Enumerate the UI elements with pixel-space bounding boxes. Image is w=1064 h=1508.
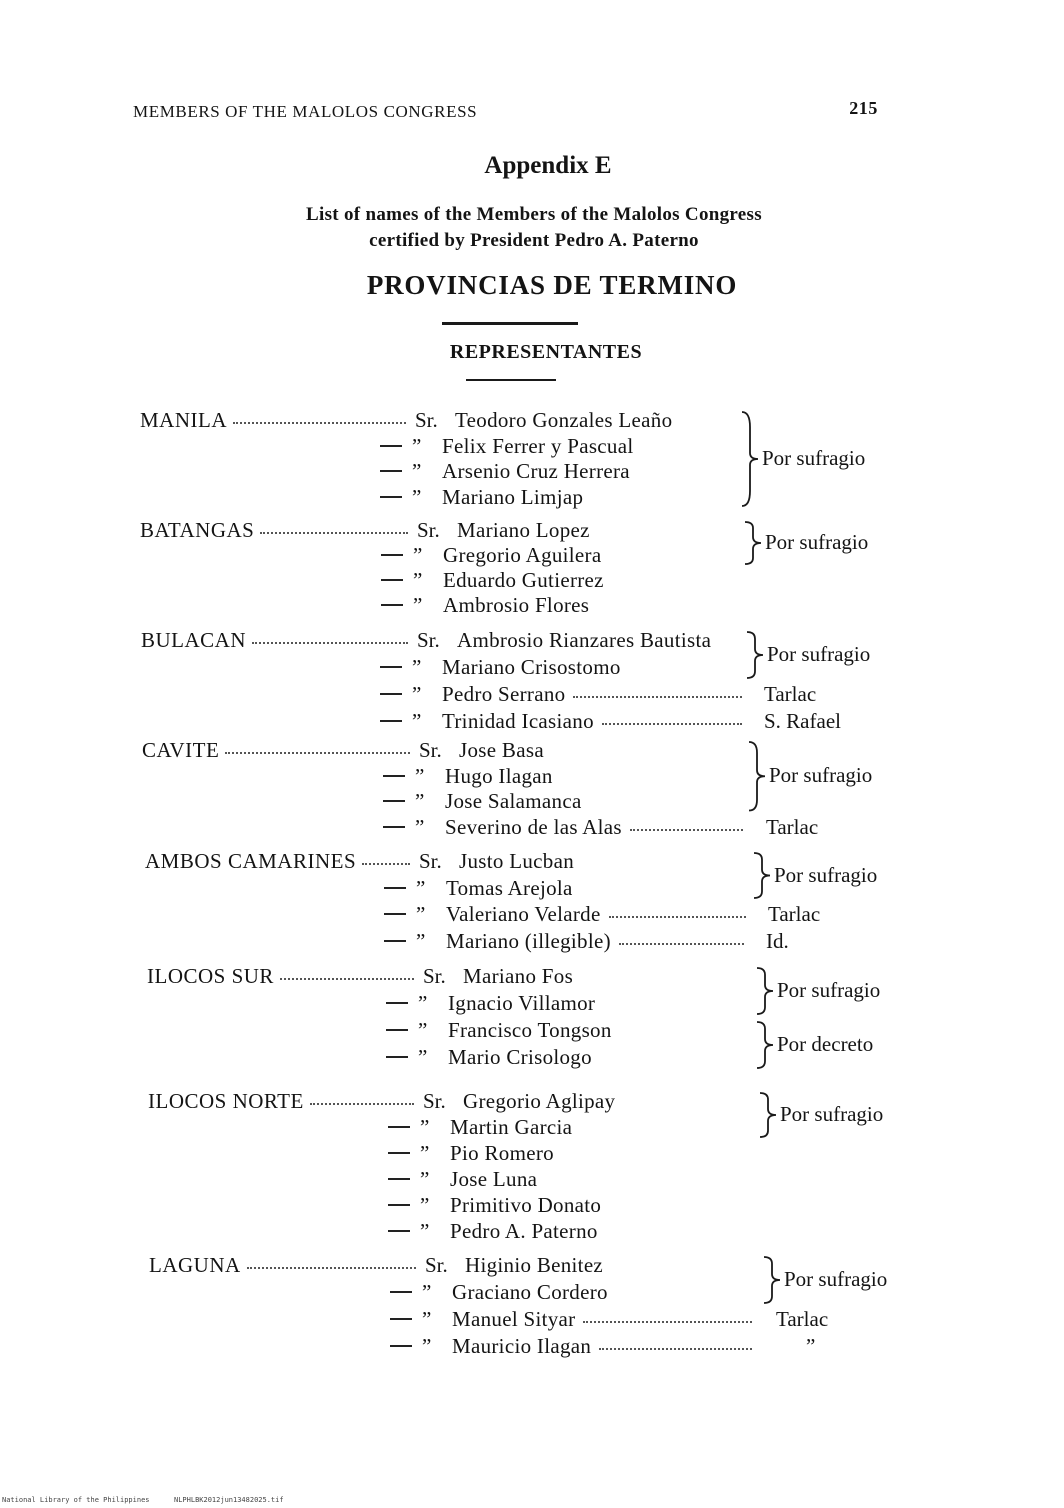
sr-prefix: Sr.	[417, 518, 440, 542]
member-note: Tarlac	[764, 682, 817, 706]
member-row	[381, 543, 601, 568]
dash-mark	[388, 1152, 410, 1154]
right-brace	[745, 630, 767, 680]
running-title: MEMBERS OF THE MALOLOS CONGRESS	[133, 102, 478, 121]
leader-dots	[310, 1103, 414, 1105]
dash-mark	[386, 1002, 408, 1004]
province-label: ILOCOS NORTE	[148, 1089, 304, 1113]
dash-mark	[388, 1178, 410, 1180]
leader-dots	[362, 863, 410, 865]
dash-mark	[383, 800, 405, 802]
ditto-mark: ”	[412, 682, 422, 706]
brace-note: Por sufragio	[765, 530, 869, 554]
brace-note: Por sufragio	[777, 978, 881, 1002]
member-name: Higinio Benitez	[465, 1253, 604, 1277]
member-row	[380, 682, 742, 707]
right-brace	[755, 966, 777, 1016]
right-brace	[752, 851, 774, 900]
dash-mark	[381, 554, 403, 556]
brace-note: Por sufragio	[762, 446, 866, 470]
leader-dots	[599, 1348, 752, 1350]
leader-dots	[573, 696, 742, 698]
right-brace	[740, 410, 762, 508]
member-row	[380, 485, 583, 510]
ditto-mark: ”	[416, 875, 426, 900]
member-name: Mariano (illegible)	[446, 928, 611, 953]
member-name: Gregorio Aguilera	[443, 543, 602, 567]
ditto-mark: ”	[422, 1334, 432, 1358]
ditto-mark: ”	[413, 593, 423, 617]
right-brace	[758, 1091, 780, 1139]
leader-dots	[609, 916, 746, 918]
leader-dots	[280, 978, 414, 980]
member-row	[388, 1141, 554, 1166]
member-row	[383, 764, 553, 789]
ditto-mark: ”	[415, 763, 425, 788]
province-name	[147, 964, 418, 989]
caption-line-2: certified by President Pedro A. Paterno	[369, 230, 699, 251]
leader-dots	[225, 752, 410, 754]
dash-mark	[380, 693, 402, 695]
member-name: Teodoro Gonzales Leaño	[455, 408, 673, 432]
member-name: Severino de las Alas	[445, 814, 622, 839]
member-row	[386, 1045, 592, 1070]
leader-dots	[619, 943, 744, 945]
sr-prefix: Sr.	[423, 964, 446, 988]
brace-note: Por sufragio	[774, 862, 878, 887]
member-name: Ignacio Villamor	[448, 991, 596, 1015]
member-row	[383, 789, 582, 814]
ditto-mark: ”	[420, 1115, 430, 1139]
member-row	[380, 655, 621, 680]
brace-note: Por sufragio	[784, 1267, 888, 1291]
leader-dots	[602, 723, 742, 725]
section-title: PROVINCIAS DE TERMINO	[366, 270, 738, 300]
ditto-mark: ”	[420, 1193, 430, 1217]
member-name: Mariano Crisostomo	[442, 655, 621, 679]
member-note: S. Rafael	[764, 709, 841, 733]
member-row	[390, 1280, 608, 1305]
sr-prefix: Sr.	[425, 1253, 448, 1277]
ditto-mark: ”	[413, 543, 423, 567]
province-name	[148, 1089, 418, 1114]
section-rule	[442, 322, 578, 325]
member-name: Mario Crisologo	[448, 1045, 592, 1069]
member-name: Primitivo Donato	[450, 1193, 602, 1217]
dash-mark	[380, 720, 402, 722]
ditto-mark: ”	[416, 902, 426, 926]
subsection-title: REPRESENTANTES	[449, 341, 643, 363]
member-name: Mauricio Ilagan	[452, 1334, 592, 1358]
member-row	[380, 709, 742, 734]
dash-mark	[381, 579, 403, 581]
ditto-mark: ”	[415, 814, 425, 839]
member-name: Graciano Cordero	[452, 1280, 608, 1304]
ditto-mark: ”	[422, 1307, 432, 1331]
sr-prefix: Sr.	[417, 628, 440, 652]
right-brace	[755, 1020, 777, 1070]
member-row	[388, 1115, 572, 1140]
caption-line-1: List of names of the Members of the Malolos Congress	[306, 204, 762, 225]
member-row	[380, 434, 633, 459]
dash-mark	[383, 826, 405, 828]
member-name: Mariano Limjap	[442, 484, 584, 509]
brace-note: Por sufragio	[780, 1102, 884, 1126]
dash-mark	[390, 1318, 412, 1320]
member-note: ”	[806, 1334, 816, 1358]
member-row	[388, 1219, 598, 1244]
province-name	[140, 518, 412, 543]
dash-mark	[380, 470, 402, 472]
right-brace	[762, 1255, 784, 1305]
scan-footer	[2, 1496, 284, 1504]
province-name	[142, 738, 414, 763]
dash-mark	[384, 913, 406, 915]
dash-mark	[380, 666, 402, 668]
member-row	[423, 964, 573, 989]
member-row	[388, 1167, 537, 1192]
dash-mark	[390, 1291, 412, 1293]
member-name: Martin Garcia	[450, 1115, 573, 1139]
member-note: Id.	[766, 928, 789, 953]
leader-dots	[260, 532, 408, 534]
ditto-mark: ”	[415, 789, 425, 813]
dash-mark	[384, 887, 406, 889]
member-name: Jose Luna	[450, 1167, 538, 1191]
province-name	[149, 1253, 420, 1278]
member-name: Pio Romero	[450, 1141, 554, 1165]
ditto-mark: ”	[412, 655, 422, 679]
member-name: Ambrosio Rianzares Bautista	[457, 628, 712, 652]
member-name: Gregorio Aglipay	[463, 1089, 616, 1113]
ditto-mark: ”	[420, 1167, 430, 1191]
ditto-mark: ”	[413, 568, 423, 592]
dash-mark	[390, 1345, 412, 1347]
dash-mark	[386, 1056, 408, 1058]
member-note: Tarlac	[768, 902, 821, 926]
member-name: Tomas Arejola	[446, 875, 573, 900]
member-row	[419, 849, 574, 874]
member-row	[386, 1018, 612, 1043]
dash-mark	[388, 1126, 410, 1128]
member-name: Pedro Serrano	[442, 682, 566, 706]
brace-note: Por decreto	[777, 1032, 874, 1056]
ditto-mark: ”	[412, 484, 422, 509]
province-label: MANILA	[140, 408, 227, 432]
ditto-mark: ”	[412, 459, 422, 483]
member-row	[425, 1253, 603, 1278]
dash-mark	[384, 940, 406, 942]
ditto-mark: ”	[412, 709, 422, 733]
ditto-mark: ”	[412, 433, 422, 458]
footer-right: NLPHLBK2012jun13482025.tif	[174, 1496, 284, 1504]
member-row	[384, 929, 744, 954]
leader-dots	[233, 422, 406, 424]
sr-prefix: Sr.	[423, 1089, 446, 1113]
province-label: BATANGAS	[140, 518, 255, 542]
member-row	[381, 568, 604, 593]
member-name: Justo Lucban	[459, 849, 574, 873]
member-row	[383, 815, 743, 840]
sr-prefix: Sr.	[419, 849, 442, 873]
member-name: Francisco Tongson	[448, 1018, 612, 1042]
leader-dots	[630, 829, 743, 831]
ditto-mark: ”	[418, 1018, 428, 1042]
member-row	[417, 518, 590, 543]
member-note: Tarlac	[776, 1307, 829, 1331]
province-label: LAGUNA	[149, 1253, 241, 1277]
member-name: Manuel Sityar	[452, 1307, 576, 1331]
member-row	[419, 738, 544, 763]
ditto-mark: ”	[416, 928, 426, 953]
member-row	[381, 593, 589, 618]
member-note: Tarlac	[766, 814, 819, 839]
ditto-mark: ”	[420, 1219, 430, 1243]
ditto-mark: ”	[418, 1045, 428, 1069]
member-row	[390, 1307, 752, 1332]
leader-dots	[247, 1267, 416, 1269]
member-row	[417, 628, 711, 653]
member-name: Arsenio Cruz Herrera	[442, 459, 630, 483]
ditto-mark: ”	[420, 1141, 430, 1165]
member-row	[384, 902, 746, 927]
member-name: Pedro A. Paterno	[450, 1219, 598, 1243]
member-name: Mariano Fos	[463, 964, 574, 988]
member-name: Mariano Lopez	[457, 518, 590, 542]
member-row	[388, 1193, 601, 1218]
dash-mark	[380, 445, 402, 447]
member-name: Eduardo Gutierrez	[443, 568, 604, 592]
member-name: Valeriano Velarde	[446, 902, 601, 926]
member-row	[384, 876, 573, 901]
province-label: BULACAN	[141, 628, 247, 652]
right-brace	[747, 740, 769, 813]
province-name	[140, 408, 410, 433]
member-row	[380, 459, 630, 484]
dash-mark	[380, 496, 402, 498]
member-name: Jose Salamanca	[445, 789, 582, 813]
member-row	[415, 408, 672, 433]
leader-dots	[583, 1321, 752, 1323]
member-name: Trinidad Icasiano	[442, 709, 594, 733]
dash-mark	[388, 1230, 410, 1232]
dash-mark	[381, 604, 403, 606]
member-row	[386, 991, 595, 1016]
leader-dots	[252, 642, 408, 644]
appendix-title: Appendix E	[484, 152, 612, 179]
sr-prefix: Sr.	[419, 738, 442, 762]
subsection-rule	[466, 379, 556, 381]
member-row	[390, 1334, 752, 1359]
member-name: Hugo Ilagan	[445, 763, 553, 788]
brace-note: Por sufragio	[769, 763, 873, 788]
province-name	[145, 849, 414, 874]
province-label: ILOCOS SUR	[147, 964, 274, 988]
member-name: Jose Basa	[459, 738, 544, 762]
right-brace	[743, 520, 765, 566]
member-name: Ambrosio Flores	[443, 593, 590, 617]
page-number: 215	[849, 98, 878, 118]
member-row	[423, 1089, 615, 1114]
footer-left: National Library of the Philippines	[2, 1496, 150, 1504]
sr-prefix: Sr.	[415, 408, 438, 432]
ditto-mark: ”	[422, 1280, 432, 1304]
province-name	[141, 628, 412, 653]
ditto-mark: ”	[418, 991, 428, 1015]
dash-mark	[388, 1204, 410, 1206]
member-name: Felix Ferrer y Pascual	[442, 433, 634, 458]
dash-mark	[383, 775, 405, 777]
province-label: CAVITE	[142, 738, 220, 762]
brace-note: Por sufragio	[767, 642, 871, 666]
province-label: AMBOS CAMARINES	[145, 849, 357, 873]
dash-mark	[386, 1029, 408, 1031]
